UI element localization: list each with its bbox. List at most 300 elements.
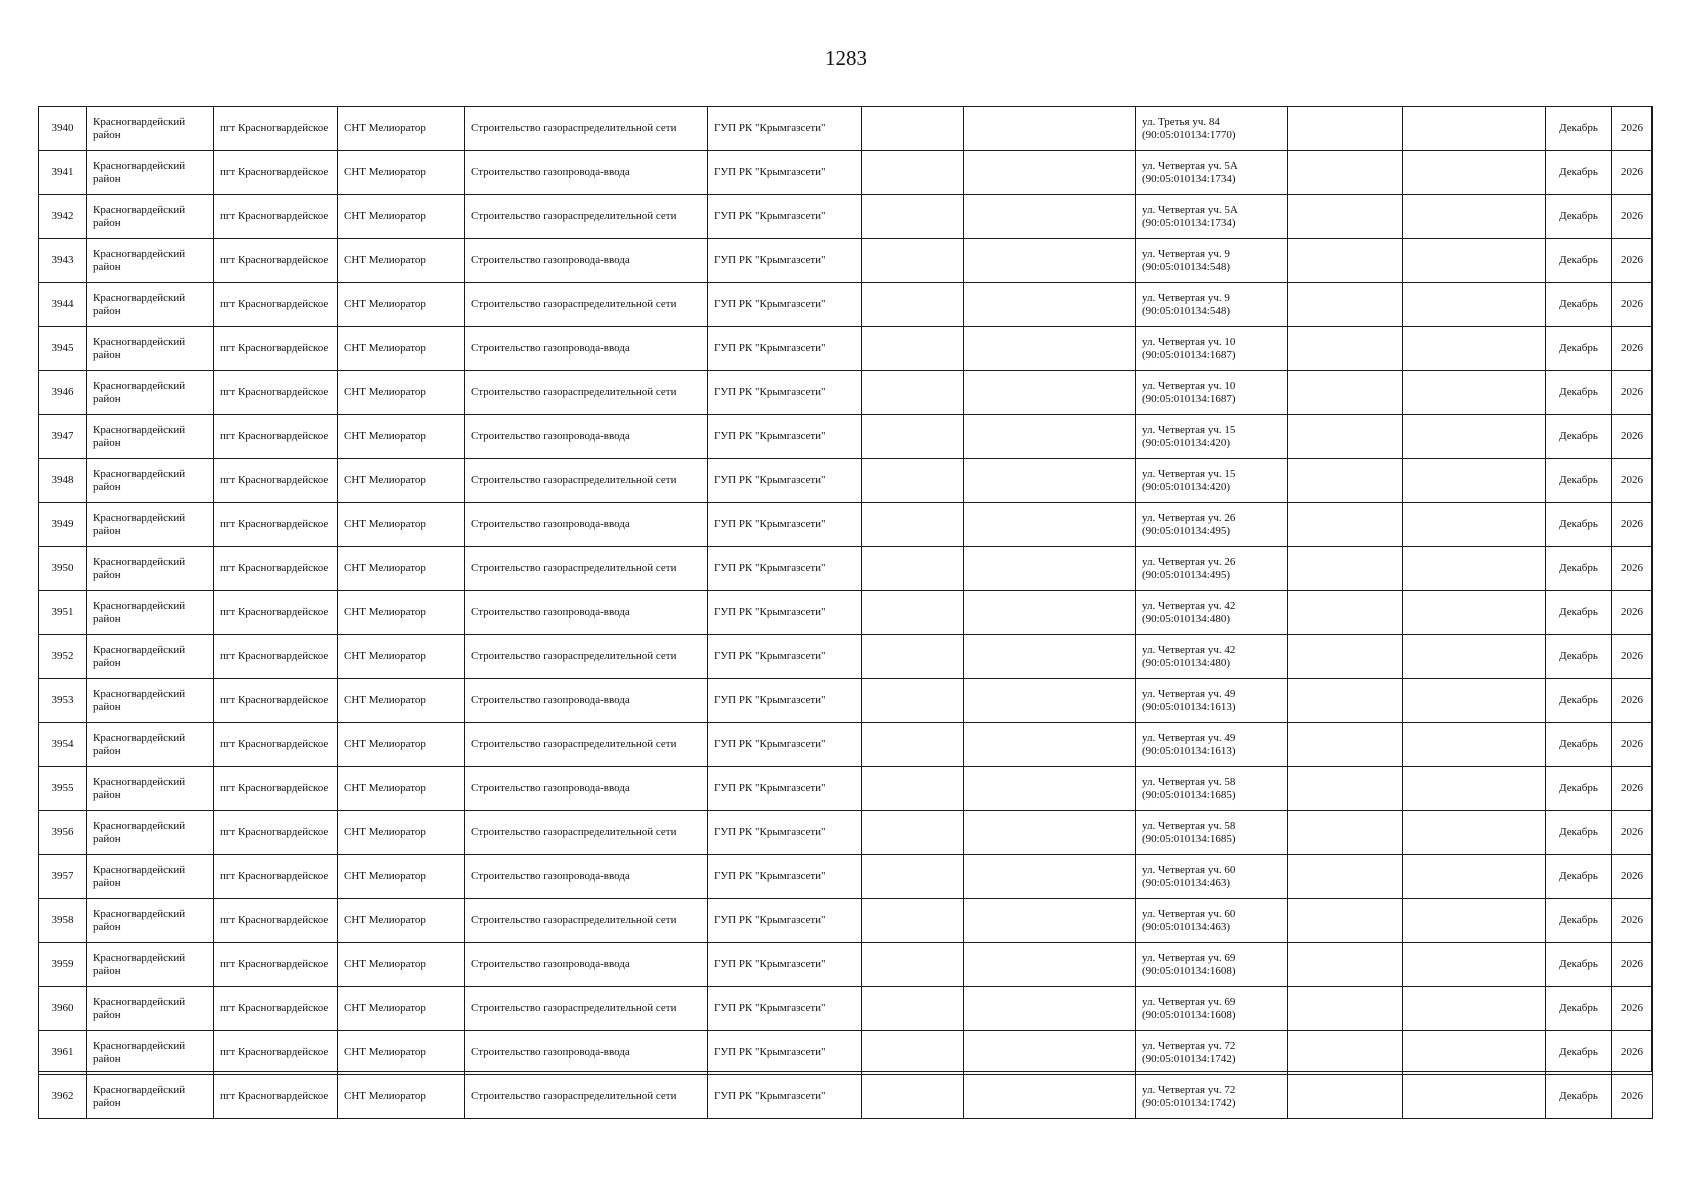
empty-cell (1288, 987, 1403, 1031)
district-cell (87, 371, 214, 415)
district-text: Красногвардейский район (93, 995, 186, 1021)
year-text: 2026 (1621, 1002, 1643, 1014)
row-number-text: 3960 (51, 1002, 74, 1014)
work-type-cell (465, 987, 708, 1031)
month-text: Декабрь (1559, 606, 1598, 618)
owner-text: ГУП РК "Крымгазсети" (714, 1090, 826, 1102)
year-text: 2026 (1621, 958, 1643, 970)
owner-cell (708, 723, 862, 767)
year-cell (1612, 987, 1653, 1031)
settlement-text: пгт Красногвардейское (220, 298, 329, 310)
district-text: Красногвардейский район (93, 863, 186, 889)
empty-cell (862, 195, 964, 239)
owner-text: ГУП РК "Крымгазсети" (714, 914, 826, 926)
owner-cell (708, 1075, 862, 1119)
snt-text: СНТ Мелиоратор (344, 122, 426, 134)
empty-cell (862, 635, 964, 679)
address-cell (1136, 195, 1288, 239)
empty-cell (1403, 503, 1546, 547)
empty-cell (964, 855, 1136, 899)
empty-cell (862, 459, 964, 503)
work-type-text: Строительство газопровода-ввода (471, 342, 630, 354)
row-number-cell (39, 239, 87, 283)
month-cell (1546, 195, 1612, 239)
settlement-cell (214, 459, 338, 503)
snt-text: СНТ Мелиоратор (344, 386, 426, 398)
empty-cell (1403, 855, 1546, 899)
month-text: Декабрь (1559, 914, 1598, 926)
address-text: ул. Четвертая уч. 26 (1142, 511, 1236, 524)
month-cell (1546, 547, 1612, 591)
settlement-text: пгт Красногвардейское (220, 210, 329, 222)
row-number-text: 3941 (51, 166, 74, 178)
year-cell (1612, 635, 1653, 679)
row-number-cell (39, 1031, 87, 1075)
month-text: Декабрь (1559, 1090, 1598, 1102)
work-type-cell (465, 371, 708, 415)
snt-cell (338, 283, 465, 327)
year-cell (1612, 239, 1653, 283)
snt-cell (338, 371, 465, 415)
empty-cell (1403, 1031, 1546, 1075)
district-cell (87, 459, 214, 503)
address-text: ул. Четвертая уч. 9 (1142, 291, 1230, 304)
settlement-text: пгт Красногвардейское (220, 914, 329, 926)
table-row (39, 415, 1653, 459)
settlement-text: пгт Красногвардейское (220, 870, 329, 882)
year-cell (1612, 195, 1653, 239)
snt-cell (338, 547, 465, 591)
empty-cell (1403, 151, 1546, 195)
table-row (39, 591, 1653, 635)
settlement-cell (214, 1031, 338, 1075)
address-text: ул. Четвертая уч. 49 (1142, 731, 1236, 744)
settlement-text: пгт Красногвардейское (220, 122, 329, 134)
row-number-text: 3944 (51, 298, 74, 310)
address-text: (90:05:010134:420) (1142, 436, 1230, 449)
snt-cell (338, 107, 465, 151)
work-type-text: Строительство газопровода-ввода (471, 1046, 630, 1058)
work-type-text: Строительство газопровода-ввода (471, 958, 630, 970)
month-cell (1546, 899, 1612, 943)
row-number-cell (39, 415, 87, 459)
owner-cell (708, 547, 862, 591)
year-text: 2026 (1621, 386, 1643, 398)
empty-cell (964, 547, 1136, 591)
snt-cell (338, 459, 465, 503)
settlement-cell (214, 415, 338, 459)
row-number-cell (39, 899, 87, 943)
address-text: ул. Четвертая уч. 5А (1142, 159, 1238, 172)
owner-text: ГУП РК "Крымгазсети" (714, 254, 826, 266)
empty-cell (862, 547, 964, 591)
empty-cell (1403, 767, 1546, 811)
work-type-cell (465, 855, 708, 899)
settlement-text: пгт Красногвардейское (220, 562, 329, 574)
table-row (39, 1031, 1653, 1075)
settlement-cell (214, 679, 338, 723)
owner-cell (708, 811, 862, 855)
month-cell (1546, 943, 1612, 987)
month-text: Декабрь (1559, 650, 1598, 662)
empty-cell (964, 503, 1136, 547)
settlement-cell (214, 723, 338, 767)
district-cell (87, 679, 214, 723)
empty-cell (1288, 855, 1403, 899)
empty-cell (1288, 679, 1403, 723)
owner-text: ГУП РК "Крымгазсети" (714, 386, 826, 398)
empty-cell (1288, 239, 1403, 283)
empty-cell (1403, 679, 1546, 723)
month-text: Декабрь (1559, 870, 1598, 882)
empty-cell (1403, 987, 1546, 1031)
row-number-text: 3945 (51, 342, 74, 354)
owner-cell (708, 239, 862, 283)
empty-cell (1403, 811, 1546, 855)
address-text: ул. Четвертая уч. 5А (1142, 203, 1238, 216)
row-number-text: 3962 (51, 1090, 74, 1102)
district-cell (87, 327, 214, 371)
address-cell (1136, 415, 1288, 459)
district-cell (87, 1075, 214, 1119)
year-cell (1612, 679, 1653, 723)
settlement-cell (214, 1075, 338, 1119)
snt-cell (338, 591, 465, 635)
empty-cell (1403, 327, 1546, 371)
settlement-cell (214, 547, 338, 591)
work-type-cell (465, 151, 708, 195)
district-text: Красногвардейский район (93, 467, 186, 493)
snt-cell (338, 811, 465, 855)
year-text: 2026 (1621, 1090, 1643, 1102)
empty-cell (1403, 195, 1546, 239)
empty-cell (862, 723, 964, 767)
empty-cell (964, 1075, 1136, 1119)
district-text: Красногвардейский район (93, 247, 186, 273)
year-cell (1612, 811, 1653, 855)
month-text: Декабрь (1559, 430, 1598, 442)
empty-cell (964, 899, 1136, 943)
owner-text: ГУП РК "Крымгазсети" (714, 826, 826, 838)
work-type-cell (465, 1075, 708, 1119)
month-text: Декабрь (1559, 342, 1598, 354)
year-cell (1612, 283, 1653, 327)
owner-text: ГУП РК "Крымгазсети" (714, 430, 826, 442)
work-type-text: Строительство газораспределительной сети (471, 210, 677, 222)
empty-cell (1403, 459, 1546, 503)
settlement-cell (214, 591, 338, 635)
settlement-text: пгт Красногвардейское (220, 694, 329, 706)
year-cell (1612, 151, 1653, 195)
month-cell (1546, 151, 1612, 195)
owner-cell (708, 151, 862, 195)
row-number-cell (39, 371, 87, 415)
district-text: Красногвардейский район (93, 951, 186, 977)
snt-text: СНТ Мелиоратор (344, 914, 426, 926)
month-cell (1546, 503, 1612, 547)
work-type-cell (465, 459, 708, 503)
empty-cell (1288, 811, 1403, 855)
table-row (39, 943, 1653, 987)
address-text: (90:05:010134:1770) (1142, 128, 1236, 141)
month-cell (1546, 987, 1612, 1031)
year-text: 2026 (1621, 738, 1643, 750)
snt-cell (338, 239, 465, 283)
settlement-text: пгт Красногвардейское (220, 1046, 329, 1058)
owner-text: ГУП РК "Крымгазсети" (714, 166, 826, 178)
address-text: ул. Четвертая уч. 15 (1142, 423, 1236, 436)
month-cell (1546, 723, 1612, 767)
year-cell (1612, 107, 1653, 151)
table-row (39, 283, 1653, 327)
work-type-text: Строительство газопровода-ввода (471, 430, 630, 442)
month-text: Декабрь (1559, 694, 1598, 706)
work-type-text: Строительство газораспределительной сети (471, 1002, 677, 1014)
address-text: (90:05:010134:463) (1142, 876, 1230, 889)
table-row (39, 1075, 1653, 1119)
year-text: 2026 (1621, 518, 1643, 530)
address-text: ул. Четвертая уч. 60 (1142, 863, 1236, 876)
empty-cell (1288, 503, 1403, 547)
empty-cell (862, 327, 964, 371)
work-type-cell (465, 415, 708, 459)
snt-text: СНТ Мелиоратор (344, 650, 426, 662)
row-number-cell (39, 723, 87, 767)
empty-cell (964, 283, 1136, 327)
year-cell (1612, 1031, 1653, 1075)
owner-cell (708, 459, 862, 503)
district-text: Красногвардейский район (93, 555, 186, 581)
owner-cell (708, 899, 862, 943)
owner-text: ГУП РК "Крымгазсети" (714, 738, 826, 750)
row-number-text: 3958 (51, 914, 74, 926)
row-number-text: 3951 (51, 606, 74, 618)
year-cell (1612, 547, 1653, 591)
empty-cell (1288, 327, 1403, 371)
settlement-text: пгт Красногвардейское (220, 826, 329, 838)
settlement-cell (214, 195, 338, 239)
address-cell (1136, 591, 1288, 635)
owner-cell (708, 943, 862, 987)
empty-cell (1288, 415, 1403, 459)
empty-cell (862, 283, 964, 327)
address-text: ул. Четвертая уч. 69 (1142, 995, 1236, 1008)
month-text: Декабрь (1559, 298, 1598, 310)
district-cell (87, 415, 214, 459)
address-cell (1136, 107, 1288, 151)
empty-cell (964, 591, 1136, 635)
row-number-text: 3946 (51, 386, 74, 398)
address-cell (1136, 811, 1288, 855)
month-cell (1546, 811, 1612, 855)
snt-text: СНТ Мелиоратор (344, 254, 426, 266)
settlement-text: пгт Красногвардейское (220, 342, 329, 354)
snt-cell (338, 943, 465, 987)
snt-text: СНТ Мелиоратор (344, 166, 426, 178)
empty-cell (1288, 943, 1403, 987)
empty-cell (1288, 591, 1403, 635)
empty-cell (1403, 371, 1546, 415)
address-text: (90:05:010134:1613) (1142, 744, 1236, 757)
address-cell (1136, 327, 1288, 371)
address-text: (90:05:010134:480) (1142, 656, 1230, 669)
work-type-text: Строительство газораспределительной сети (471, 650, 677, 662)
table-row (39, 855, 1653, 899)
district-cell (87, 943, 214, 987)
address-cell (1136, 503, 1288, 547)
row-number-cell (39, 503, 87, 547)
month-cell (1546, 107, 1612, 151)
row-number-text: 3942 (51, 210, 74, 222)
row-number-text: 3952 (51, 650, 74, 662)
table-row (39, 459, 1653, 503)
month-cell (1546, 635, 1612, 679)
year-cell (1612, 899, 1653, 943)
snt-cell (338, 415, 465, 459)
work-type-cell (465, 503, 708, 547)
district-cell (87, 811, 214, 855)
row-number-cell (39, 327, 87, 371)
settlement-text: пгт Красногвардейское (220, 166, 329, 178)
table-row (39, 547, 1653, 591)
snt-cell (338, 1075, 465, 1119)
empty-cell (862, 151, 964, 195)
work-type-cell (465, 1031, 708, 1075)
row-number-text: 3957 (51, 870, 74, 882)
address-cell (1136, 283, 1288, 327)
address-cell (1136, 1031, 1288, 1075)
address-text: ул. Третья уч. 84 (1142, 115, 1220, 128)
empty-cell (862, 239, 964, 283)
district-text: Красногвардейский район (93, 599, 186, 625)
snt-cell (338, 899, 465, 943)
snt-text: СНТ Мелиоратор (344, 562, 426, 574)
row-number-text: 3955 (51, 782, 74, 794)
address-text: (90:05:010134:420) (1142, 480, 1230, 493)
address-text: ул. Четвертая уч. 72 (1142, 1039, 1236, 1052)
address-text: (90:05:010134:1608) (1142, 1008, 1236, 1021)
address-cell (1136, 899, 1288, 943)
year-cell (1612, 415, 1653, 459)
empty-cell (1288, 107, 1403, 151)
row-number-cell (39, 635, 87, 679)
snt-cell (338, 1031, 465, 1075)
row-number-cell (39, 547, 87, 591)
year-text: 2026 (1621, 430, 1643, 442)
empty-cell (1288, 899, 1403, 943)
empty-cell (1288, 635, 1403, 679)
table-row (39, 723, 1653, 767)
settlement-cell (214, 327, 338, 371)
owner-text: ГУП РК "Крымгазсети" (714, 694, 826, 706)
table-row (39, 371, 1653, 415)
month-text: Декабрь (1559, 782, 1598, 794)
address-text: (90:05:010134:495) (1142, 524, 1230, 537)
district-cell (87, 107, 214, 151)
address-text: ул. Четвертая уч. 42 (1142, 643, 1236, 656)
month-text: Декабрь (1559, 386, 1598, 398)
year-cell (1612, 371, 1653, 415)
month-text: Декабрь (1559, 1046, 1598, 1058)
work-type-text: Строительство газораспределительной сети (471, 474, 677, 486)
year-text: 2026 (1621, 1046, 1643, 1058)
district-cell (87, 547, 214, 591)
empty-cell (1288, 723, 1403, 767)
work-type-text: Строительство газопровода-ввода (471, 518, 630, 530)
work-type-text: Строительство газопровода-ввода (471, 694, 630, 706)
empty-cell (964, 635, 1136, 679)
row-number-cell (39, 283, 87, 327)
address-text: (90:05:010134:1742) (1142, 1052, 1236, 1065)
owner-text: ГУП РК "Крымгазсети" (714, 958, 826, 970)
empty-cell (862, 1075, 964, 1119)
empty-cell (1403, 635, 1546, 679)
work-type-cell (465, 283, 708, 327)
row-number-cell (39, 767, 87, 811)
snt-cell (338, 767, 465, 811)
month-text: Декабрь (1559, 254, 1598, 266)
owner-text: ГУП РК "Крымгазсети" (714, 518, 826, 530)
snt-cell (338, 679, 465, 723)
table-row (39, 107, 1653, 151)
work-type-text: Строительство газопровода-ввода (471, 166, 630, 178)
year-text: 2026 (1621, 562, 1643, 574)
empty-cell (964, 371, 1136, 415)
address-text: ул. Четвертая уч. 10 (1142, 379, 1236, 392)
month-text: Декабрь (1559, 166, 1598, 178)
settlement-text: пгт Красногвардейское (220, 650, 329, 662)
address-cell (1136, 987, 1288, 1031)
work-type-text: Строительство газораспределительной сети (471, 826, 677, 838)
table-body (39, 107, 1653, 1119)
work-type-cell (465, 195, 708, 239)
address-text: ул. Четвертая уч. 42 (1142, 599, 1236, 612)
district-cell (87, 723, 214, 767)
settlement-cell (214, 855, 338, 899)
year-text: 2026 (1621, 782, 1643, 794)
address-text: (90:05:010134:495) (1142, 568, 1230, 581)
address-cell (1136, 635, 1288, 679)
district-text: Красногвардейский район (93, 687, 186, 713)
owner-text: ГУП РК "Крымгазсети" (714, 1002, 826, 1014)
district-text: Красногвардейский район (93, 643, 186, 669)
district-text: Красногвардейский район (93, 511, 186, 537)
work-type-cell (465, 547, 708, 591)
district-cell (87, 239, 214, 283)
month-text: Декабрь (1559, 562, 1598, 574)
month-text: Декабрь (1559, 826, 1598, 838)
empty-cell (862, 415, 964, 459)
address-text: ул. Четвертая уч. 58 (1142, 819, 1236, 832)
settlement-text: пгт Красногвардейское (220, 738, 329, 750)
address-cell (1136, 943, 1288, 987)
empty-cell (1288, 195, 1403, 239)
empty-cell (964, 239, 1136, 283)
year-text: 2026 (1621, 474, 1643, 486)
owner-cell (708, 283, 862, 327)
district-text: Красногвардейский район (93, 775, 186, 801)
row-number-text: 3943 (51, 254, 74, 266)
owner-cell (708, 371, 862, 415)
settlement-cell (214, 767, 338, 811)
settlement-text: пгт Красногвардейское (220, 386, 329, 398)
year-cell (1612, 723, 1653, 767)
work-type-text: Строительство газораспределительной сети (471, 386, 677, 398)
snt-text: СНТ Мелиоратор (344, 826, 426, 838)
empty-cell (964, 151, 1136, 195)
year-cell (1612, 503, 1653, 547)
empty-cell (964, 679, 1136, 723)
